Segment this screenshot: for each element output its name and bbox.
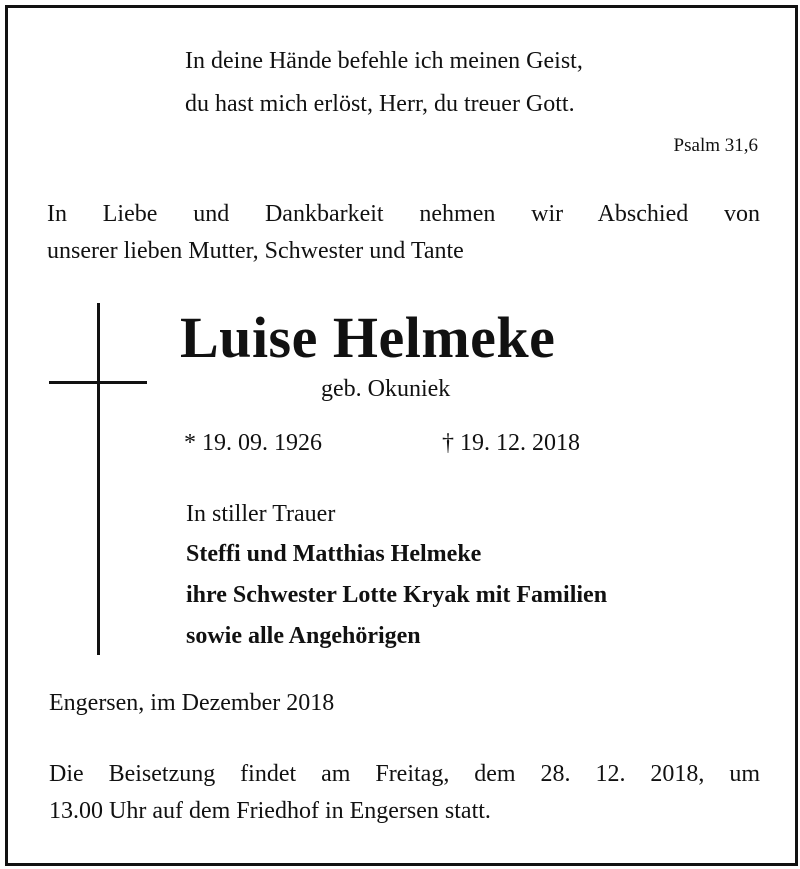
- cross-horizontal-bar: [49, 381, 147, 384]
- mourner-line: ihre Schwester Lotte Kryak mit Familien: [186, 582, 608, 608]
- verse-source: Psalm 31,6: [673, 135, 758, 156]
- deceased-name: Luise Helmeke: [180, 305, 556, 370]
- obituary-notice: [5, 5, 798, 866]
- mourner-line: Steffi und Matthias Helmeke: [186, 541, 482, 567]
- intro-line-1: In Liebe und Dankbarkeit nehmen wir Abschied von: [47, 201, 760, 227]
- mourner-line: sowie alle Angehörigen: [186, 623, 421, 649]
- place-date: Engersen, im Dezember 2018: [49, 690, 335, 716]
- verse-line-2: du hast mich erlöst, Herr, du treuer Gott.: [185, 91, 575, 117]
- cross-vertical-bar: [97, 303, 100, 655]
- intro-line-2: unserer lieben Mutter, Schwester und Tante: [47, 238, 464, 264]
- verse-line-1: In deine Hände befehle ich meinen Geist,: [185, 48, 583, 74]
- maiden-name: geb. Okuniek: [321, 376, 451, 402]
- death-date: † 19. 12. 2018: [442, 430, 580, 456]
- mourning-heading: In stiller Trauer: [186, 501, 336, 527]
- burial-line-1: Die Beisetzung findet am Freitag, dem 28. 12. 2018, um: [49, 761, 760, 787]
- burial-line-2: 13.00 Uhr auf dem Friedhof in Engersen statt.: [49, 798, 491, 824]
- birth-date: * 19. 09. 1926: [184, 430, 322, 456]
